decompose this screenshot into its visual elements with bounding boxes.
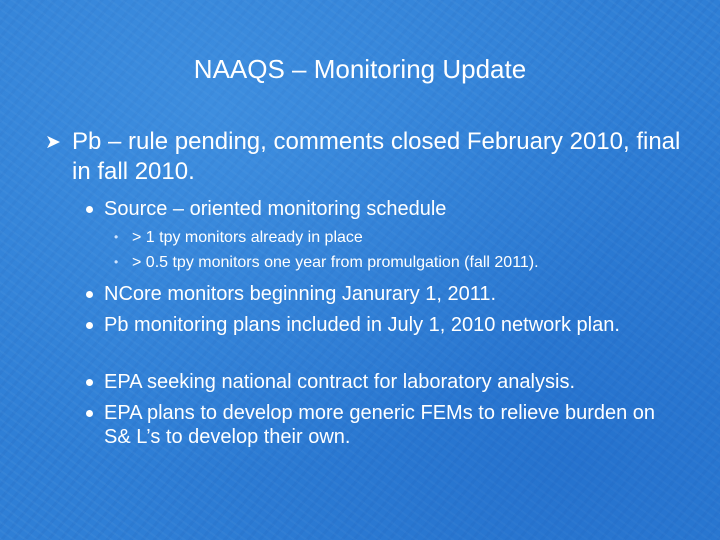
sub-bullet-pb-plans	[86, 313, 686, 337]
sub-bullet-text: Pb monitoring plans included in July 1, 2010 network plan.	[104, 314, 620, 336]
sub-bullet-source-oriented	[86, 197, 686, 221]
main-bullet	[45, 127, 685, 187]
main-bullet-text: Pb – rule pending, comments closed February 2010, final in fall 2010.	[72, 128, 681, 185]
sub-bullet-text: EPA seeking national contract for laboratory analysis.	[104, 371, 575, 393]
round-bullet-icon	[86, 410, 93, 417]
sub-bullet-text: Source – oriented monitoring schedule	[104, 198, 447, 220]
small-bullet-icon: •	[114, 230, 119, 244]
sub-bullet-epa-contract	[86, 370, 686, 394]
sub-sub-bullet-05tpy	[114, 253, 674, 273]
sub-sub-bullet-text: > 1 tpy monitors already in place	[132, 229, 363, 246]
round-bullet-icon	[86, 322, 93, 329]
sub-sub-bullet-text: > 0.5 tpy monitors one year from promulgation (fall 2011).	[132, 254, 539, 271]
slide-title: NAAQS – Monitoring Update	[193, 54, 527, 84]
round-bullet-icon	[86, 379, 93, 386]
sub-bullet-epa-fems	[86, 401, 686, 449]
sub-sub-bullet-1tpy	[114, 228, 674, 248]
sub-bullet-text: EPA plans to develop more generic FEMs to relieve burden on S& L’s to develop their own.	[104, 402, 656, 448]
round-bullet-icon	[86, 291, 93, 298]
sub-bullet-text: NCore monitors beginning Janurary 1, 2011.	[104, 283, 497, 305]
small-bullet-icon: •	[114, 255, 119, 269]
arrowhead-bullet-icon: ➤	[45, 132, 61, 153]
sub-bullet-ncore	[86, 282, 686, 306]
round-bullet-icon	[86, 206, 93, 213]
